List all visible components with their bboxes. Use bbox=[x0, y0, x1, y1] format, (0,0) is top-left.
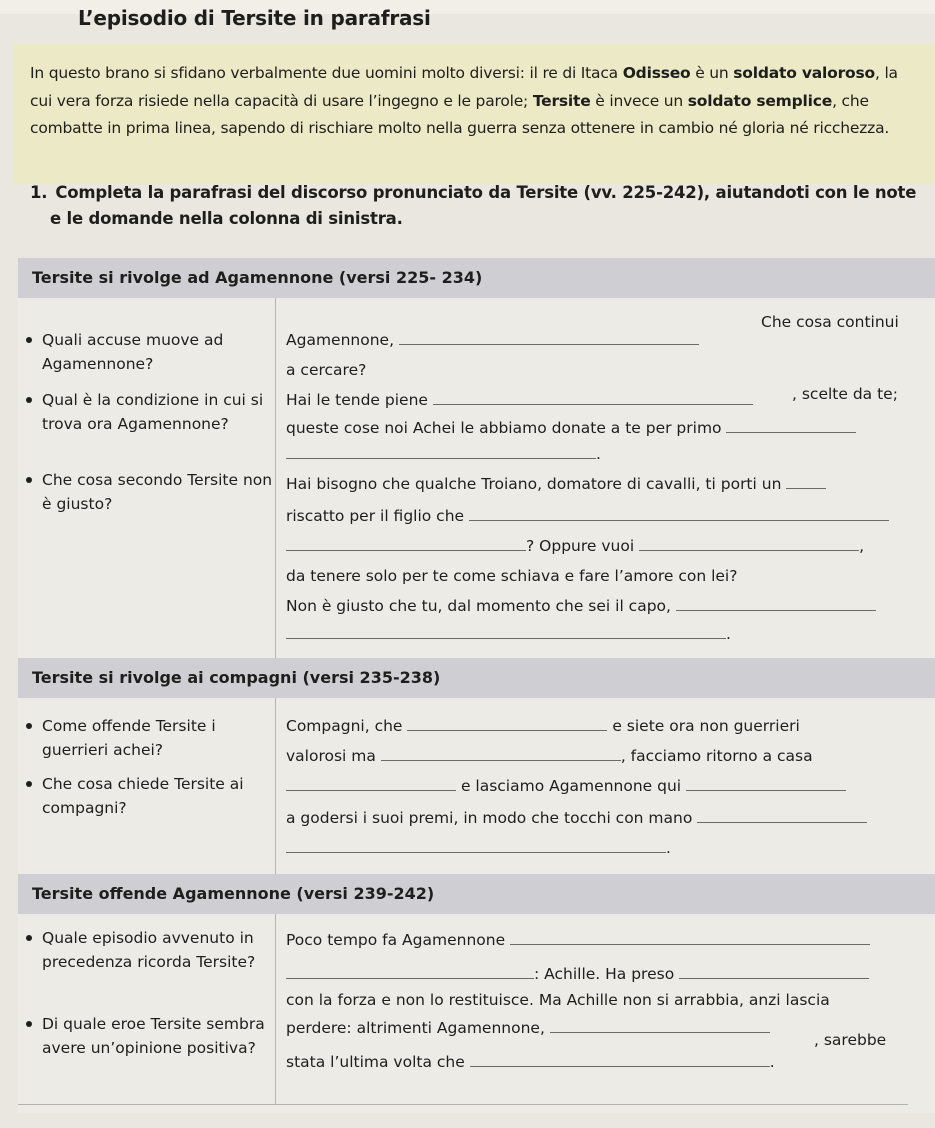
fill-blank[interactable] bbox=[286, 536, 526, 551]
fill-blank[interactable] bbox=[686, 776, 846, 791]
question-item: Che cosa secondo Tersite non è giusto? bbox=[42, 468, 282, 516]
answer-line: Hai le tende piene bbox=[286, 388, 753, 412]
fill-blank[interactable] bbox=[381, 746, 621, 761]
answer-line: . bbox=[286, 622, 731, 646]
fill-blank[interactable] bbox=[786, 474, 826, 489]
answer-line: , scelte da te; bbox=[792, 385, 898, 403]
answer-line: , sarebbe bbox=[814, 1031, 887, 1049]
bullet-icon bbox=[26, 337, 32, 343]
fill-blank[interactable] bbox=[470, 1052, 770, 1067]
exercise-line2: e le domande nella colonna di sinistra. bbox=[50, 209, 403, 228]
paraphrase-table bbox=[18, 258, 935, 1113]
bullet-icon bbox=[26, 477, 32, 483]
intro-soldato2: soldato semplice bbox=[687, 91, 833, 110]
fill-blank[interactable] bbox=[286, 776, 456, 791]
question-item: Come offende Tersite i guerrieri achei? bbox=[42, 714, 282, 762]
answer-line: a godersi i suoi premi, in modo che tocchi con mano bbox=[286, 806, 867, 830]
section-heading: Tersite offende Agamennone (versi 239-242) bbox=[18, 874, 935, 914]
question-item: Quale episodio avvenuto in precedenza ricorda Tersite? bbox=[42, 926, 282, 974]
answer-line: e lasciamo Agamennone qui bbox=[286, 774, 846, 798]
question-item: Qual è la condizione in cui si trova ora Agamennone? bbox=[42, 388, 282, 436]
fill-blank[interactable] bbox=[676, 596, 876, 611]
fill-blank[interactable] bbox=[433, 390, 753, 405]
fill-blank[interactable] bbox=[726, 418, 856, 433]
answer-line: queste cose noi Achei le abbiamo donate a te per primo bbox=[286, 416, 856, 440]
answer-line: . bbox=[286, 836, 671, 860]
intro-paragraph bbox=[30, 60, 922, 143]
section-heading: Tersite si rivolge ad Agamennone (versi 225- 234) bbox=[18, 258, 935, 298]
intro-text-3: , la cui vera forza risiede nella capacità di usare l’ingegno e le parole; bbox=[30, 64, 898, 110]
bullet-icon bbox=[26, 397, 32, 403]
exercise-number: 1. bbox=[30, 183, 48, 202]
answer-line: Hai bisogno che qualche Troiano, domatore di cavalli, ti porti un bbox=[286, 472, 826, 496]
bullet-icon bbox=[26, 935, 32, 941]
bullet-icon bbox=[26, 781, 32, 787]
exercise-line1: Completa la parafrasi del discorso pronunciato da Tersite (vv. 225-242), aiutandoti con le note bbox=[55, 183, 917, 202]
answer-line: Che cosa continui bbox=[761, 313, 899, 331]
intro-odisseo: Odisseo bbox=[622, 64, 691, 82]
question-item: Quali accuse muove ad Agamennone? bbox=[42, 328, 282, 376]
intro-text-4: è invece un bbox=[590, 91, 688, 110]
fill-blank[interactable] bbox=[550, 1018, 770, 1033]
intro-soldato: soldato valoroso bbox=[733, 64, 875, 82]
fill-blank[interactable] bbox=[510, 930, 870, 945]
answer-line: : Achille. Ha preso bbox=[286, 962, 869, 986]
exercise-instruction bbox=[30, 180, 930, 232]
answer-line: Poco tempo fa Agamennone bbox=[286, 928, 870, 952]
page-title: L’episodio di Tersite in parafrasi bbox=[78, 6, 431, 30]
fill-blank[interactable] bbox=[679, 964, 869, 979]
answer-line: valorosi ma , facciamo ritorno a casa bbox=[286, 747, 813, 765]
bullet-icon bbox=[26, 723, 32, 729]
answer-line: . bbox=[286, 442, 601, 466]
answer-line: Non è giusto che tu, dal momento che sei il capo, bbox=[286, 594, 876, 618]
fill-blank[interactable] bbox=[399, 330, 699, 345]
answer-line: ? Oppure vuoi , bbox=[286, 534, 864, 558]
intro-text-1: In questo brano si sfidano verbalmente due uomini molto diversi: il re di Itaca bbox=[30, 64, 623, 82]
answer-line: con la forza e non lo restituisce. Ma Achille non si arrabbia, anzi lascia bbox=[286, 991, 830, 1009]
bullet-icon bbox=[26, 1021, 32, 1027]
answer-line: perdere: altrimenti Agamennone, bbox=[286, 1016, 770, 1040]
fill-blank[interactable] bbox=[286, 838, 666, 853]
question-item: Di quale eroe Tersite sembra avere un’opinione positiva? bbox=[42, 1012, 282, 1060]
fill-blank[interactable] bbox=[286, 444, 596, 459]
section-heading: Tersite si rivolge ai compagni (versi 235-238) bbox=[18, 658, 935, 698]
fill-blank[interactable] bbox=[697, 808, 867, 823]
intro-tersite: Tersite bbox=[532, 91, 591, 110]
intro-text-2: è un bbox=[690, 64, 734, 82]
answer-line: Agamennone, bbox=[286, 328, 699, 352]
fill-blank[interactable] bbox=[286, 964, 534, 979]
answer-line: da tenere solo per te come schiava e fare l’amore con lei? bbox=[286, 567, 738, 585]
answer-line: riscatto per il figlio che bbox=[286, 504, 889, 528]
answer-line: stata l’ultima volta che . bbox=[286, 1053, 775, 1071]
fill-blank[interactable] bbox=[469, 506, 889, 521]
answer-line: Compagni, che e siete ora non guerrieri bbox=[286, 717, 800, 735]
question-item: Che cosa chiede Tersite ai compagni? bbox=[42, 772, 282, 820]
fill-blank[interactable] bbox=[286, 624, 726, 639]
table-bottom-rule bbox=[18, 1104, 908, 1105]
intro-text-5: , che combatte in prima linea, sapendo di rischiare molto nella guerra senza ottenere in cambio né gloria né ricchezza. bbox=[30, 91, 890, 137]
fill-blank[interactable] bbox=[639, 536, 859, 551]
answer-line: a cercare? bbox=[286, 361, 367, 379]
fill-blank[interactable] bbox=[407, 716, 607, 731]
